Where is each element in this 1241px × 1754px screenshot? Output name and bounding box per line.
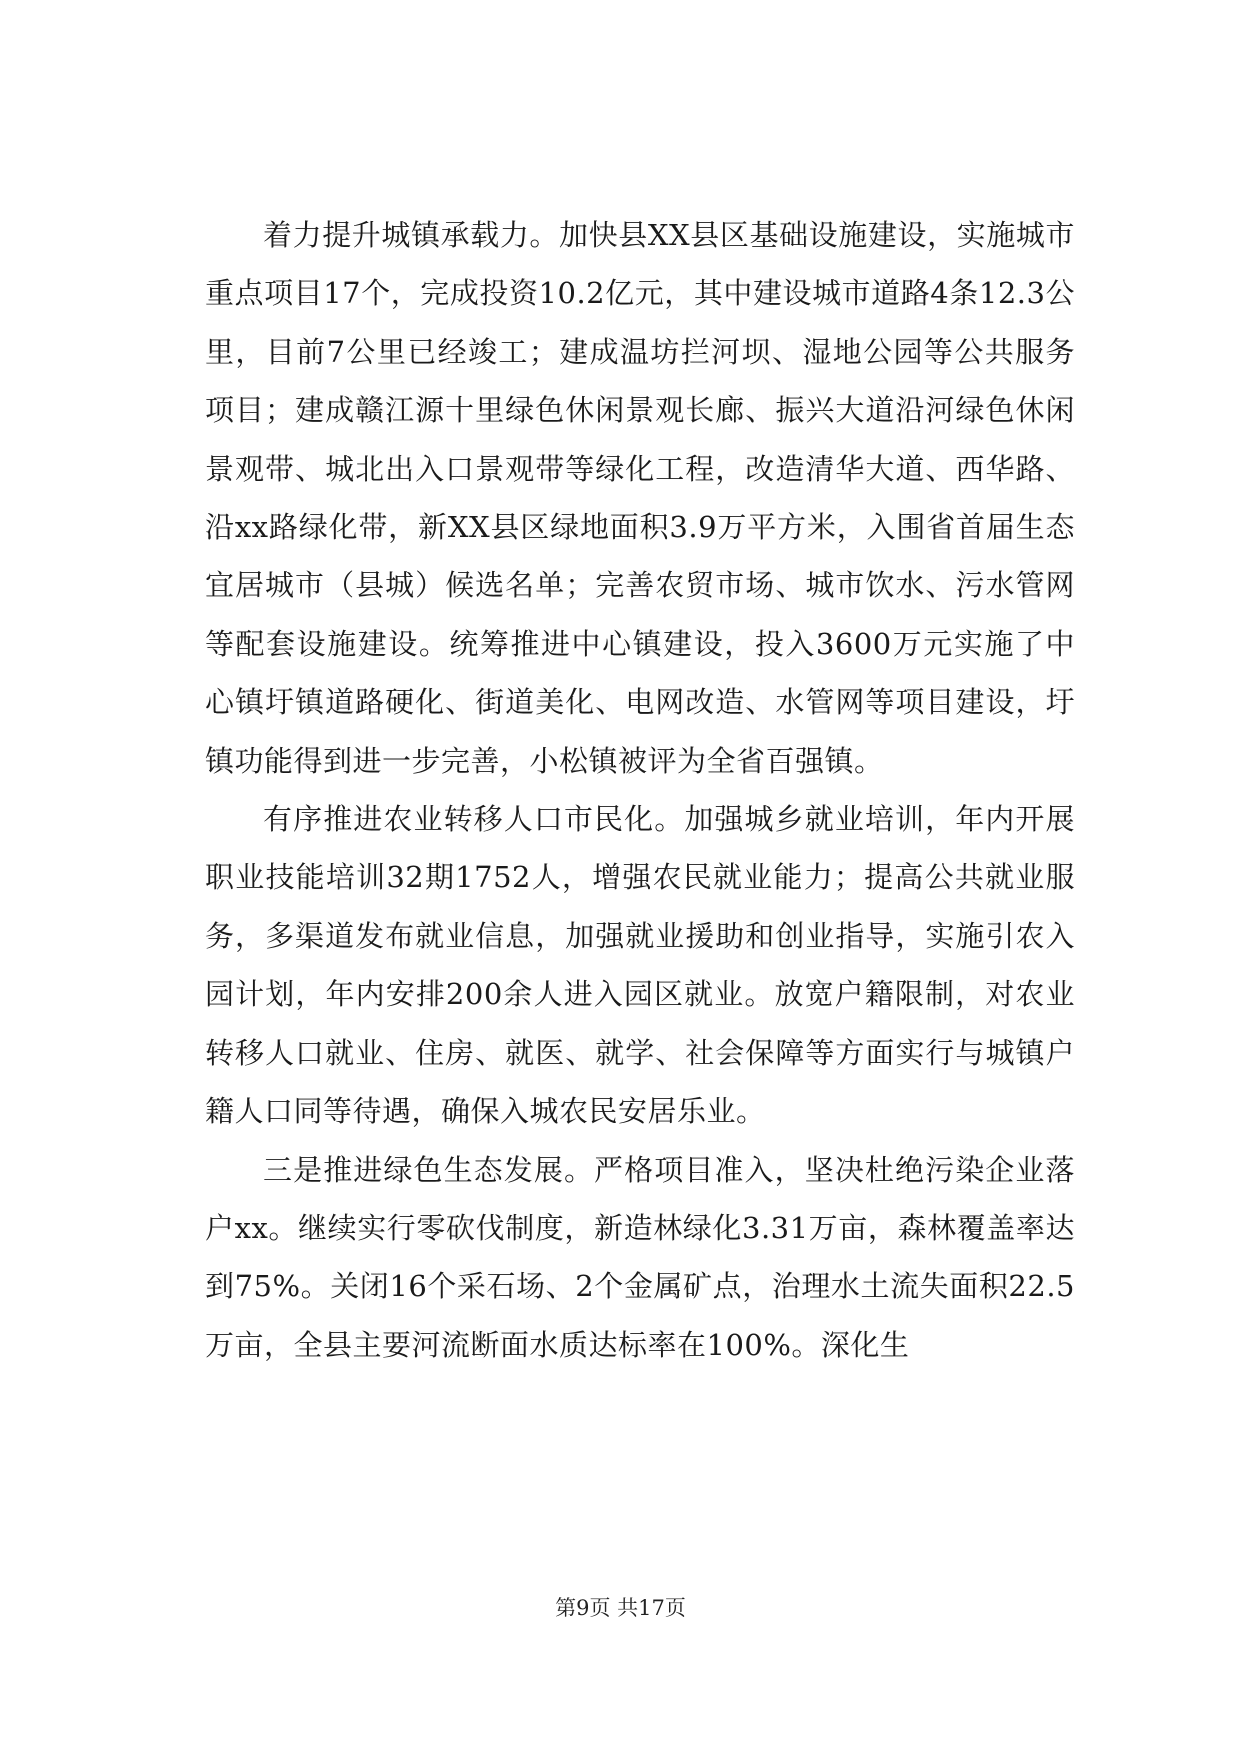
page-number-label: 第9页 共17页 xyxy=(555,1596,686,1620)
document-body xyxy=(205,206,1075,1374)
paragraph-town-capacity: 着力提升城镇承载力。加快县XX县区基础设施建设，实施城市重点项目17个，完成投资10.2亿元，其中建设城市道路4条12.3公里，目前7公里已经竣工；建成温坊拦河坝、湿地公园等公共服务项目；建成赣江源十里绿色休闲景观长廊、振兴大道沿河绿色休闲景观带、城北出入口景观带等绿化工程，改造清华大道、西华路、沿xx路绿化带，新XX县区绿地面积3.9万平方米，入围省首届生态宜居城市（县城）候选名单；完善农贸市场、城市饮水、污水管网等配套设施建设。统筹推进中心镇建设，投入3600万元实施了中心镇圩镇道路硬化、街道美化、电网改造、水管网等项目建设，圩镇功能得到进一步完善，小松镇被评为全省百强镇。 xyxy=(205,218,1075,778)
paragraph-rural-migrants: 有序推进农业转移人口市民化。加强城乡就业培训，年内开展职业技能培训32期1752人，增强农民就业能力；提高公共就业服务，多渠道发布就业信息，加强就业援助和创业指导，实施引农入园计划，年内安排200余人进入园区就业。放宽户籍限制，对农业转移人口就业、住房、就医、就学、社会保障等方面实行与城镇户籍人口同等待遇，确保入城农民安居乐业。 xyxy=(205,802,1075,1129)
page-footer xyxy=(0,1593,1241,1623)
paragraph-green-development: 三是推进绿色生态发展。严格项目准入，坚决杜绝污染企业落户xx。继续实行零砍伐制度，新造林绿化3.31万亩，森林覆盖率达到75%。关闭16个采石场、2个金属矿点，治理水土流失面积22.5万亩，全县主要河流断面水质达标率在100%。深化生 xyxy=(205,1152,1075,1362)
